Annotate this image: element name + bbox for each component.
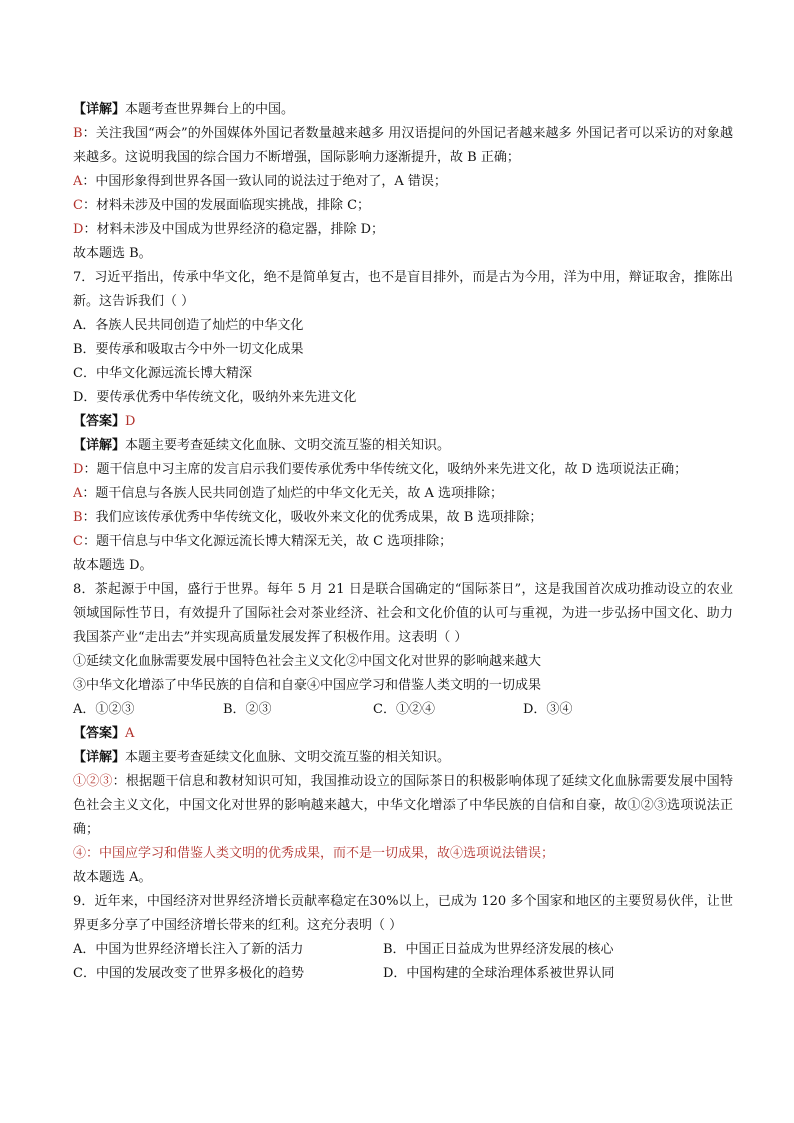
option-key: C: [73, 534, 83, 549]
option-key: D: [73, 222, 84, 237]
q8-option-b: B．②③: [223, 702, 272, 717]
detail-intro: 本题考查世界舞台上的中国。: [125, 102, 295, 117]
detail-line: [73, 98, 733, 122]
detail-label: 【详解】: [73, 438, 126, 453]
q8-options: [73, 698, 733, 722]
answer-label: 【答案】: [73, 414, 126, 429]
answer-value: D: [125, 414, 136, 429]
document-page: [73, 98, 733, 986]
analysis-c: [73, 194, 733, 218]
option-key: A: [73, 486, 83, 501]
option-key: ④: [73, 846, 87, 861]
q8-answer: [73, 722, 733, 746]
q7-analysis-c: [73, 530, 733, 554]
q8-analysis-2: [73, 842, 733, 866]
q8-statement-2: ③中华文化增添了中华民族的自信和自豪④中国应学习和借鉴人类文明的一切成果: [73, 678, 542, 693]
q9-option-a: A．中国为世界经济增长注入了新的活力: [73, 942, 304, 957]
q7-option-c: C．中华文化源远流长博大精深: [73, 366, 252, 381]
option-key: D: [73, 462, 84, 477]
analysis-text: ：中国形象得到世界各国一致认同的说法过于绝对了，A 错误；: [82, 174, 447, 189]
q7-conclusion: 故本题选 D。: [73, 558, 153, 573]
analysis-text: ：中国应学习和借鉴人类文明的优秀成果，而不是一切成果，故④选项说法错误；: [86, 846, 555, 861]
q8-analysis-1: [73, 770, 733, 842]
q9-option-b: B．中国正日益成为世界经济发展的核心: [383, 942, 614, 957]
q7-detail: [73, 434, 733, 458]
q8-option-d: D．③④: [523, 702, 573, 717]
option-key: B: [73, 510, 83, 525]
q7-option-b: B．要传承和吸取古今中外一切文化成果: [73, 342, 304, 357]
option-key: C: [73, 198, 83, 213]
q9-options-row-2: [73, 962, 733, 986]
analysis-text: ：题干信息与中华文化源远流长博大精深无关，故 C 选项排除；: [82, 534, 453, 549]
analysis-a: [73, 170, 733, 194]
question-8-stem: 8．茶起源于中国，盛行于世界。每年 5 月 21 日是联合国确定的“国际茶日”，这是我国首次成功推动设立的农业领域国际性节日，有效提升了国际社会对茶业经济、社会和文化价值的认可与重视，为进一步弘扬中国文化、助力我国茶产业“走出去”并实现高质量发展发挥了积极作用。这表明（ ）: [73, 582, 733, 645]
option-key: ①②③: [73, 774, 113, 789]
q7-analysis-d: [73, 458, 733, 482]
question-9-stem: 9．近年来，中国经济对世界经济增长贡献率稳定在30%以上，已成为 120 多个国家和地区的主要贸易伙伴，让世界更多分享了中国经济增长带来的红利。这充分表明（ ）: [73, 894, 733, 933]
analysis-text: ：材料未涉及中国成为世界经济的稳定器，排除 D；: [83, 222, 384, 237]
q7-analysis-a: [73, 482, 733, 506]
q7-option-a: A．各族人民共同创造了灿烂的中华文化: [73, 318, 304, 333]
q9-option-d: D．中国构建的全球治理体系被世界认同: [383, 966, 615, 981]
analysis-text: ：题干信息中习主席的发言启示我们要传承优秀中华传统文化，吸纳外来先进文化，故 D 选项说法正确；: [83, 462, 688, 477]
detail-label: 【详解】: [73, 750, 126, 765]
q7-option-d: D．要传承优秀中华传统文化，吸纳外来先进文化: [73, 390, 357, 405]
q9-options-row-1: [73, 938, 733, 962]
option-key: B: [73, 126, 83, 141]
q8-statement-1: ①延续文化血脉需要发展中国特色社会主义文化②中国文化对世界的影响越来越大: [73, 654, 542, 669]
detail-label: 【详解】: [73, 102, 126, 117]
q8-option-a: A．①②③: [73, 702, 135, 717]
option-key: A: [73, 174, 83, 189]
question-7-stem: 7．习近平指出，传承中华文化，绝不是简单复古，也不是盲目排外，而是古为今用，洋为中用，辩证取舍，推陈出新。这告诉我们（ ）: [73, 270, 733, 309]
q8-option-c: C．①②④: [373, 702, 435, 717]
answer-label: 【答案】: [73, 726, 126, 741]
analysis-d: [73, 218, 733, 242]
analysis-text: ：我们应该传承优秀中华传统文化，吸收外来文化的优秀成果，故 B 选项排除；: [82, 510, 543, 525]
analysis-text: ：材料未涉及中国的发展面临现实挑战，排除 C；: [82, 198, 371, 213]
q7-answer: [73, 410, 733, 434]
q9-option-c: C．中国的发展改变了世界多极化的趋势: [73, 966, 304, 981]
conclusion: 故本题选 B。: [73, 246, 152, 261]
detail-intro: 本题主要考查延续文化血脉、文明交流互鉴的相关知识。: [125, 750, 451, 765]
q8-conclusion: 故本题选 A。: [73, 870, 152, 885]
analysis-text: ：关注我国“两会”的外国媒体外国记者数量越来越多 用汉语提问的外国记者越来越多 外国记者可以采访的对象越来越多。这说明我国的综合国力不断增强，国际影响力逐渐提升，故 B 正确；: [73, 126, 733, 165]
analysis-text: ：根据题干信息和教材知识可知，我国推动设立的国际茶日的积极影响体现了延续文化血脉需要发展中国特色社会主义文化，中国文化对世界的影响越来越大，中华文化增添了中华民族的自信和自豪，故①②③选项说法正确；: [73, 774, 733, 837]
q7-analysis-b: [73, 506, 733, 530]
analysis-text: ：题干信息与各族人民共同创造了灿烂的中华文化无关，故 A 选项排除；: [82, 486, 504, 501]
analysis-b: [73, 122, 733, 170]
q8-detail: [73, 746, 733, 770]
answer-value: A: [125, 726, 135, 741]
detail-intro: 本题主要考查延续文化血脉、文明交流互鉴的相关知识。: [125, 438, 451, 453]
